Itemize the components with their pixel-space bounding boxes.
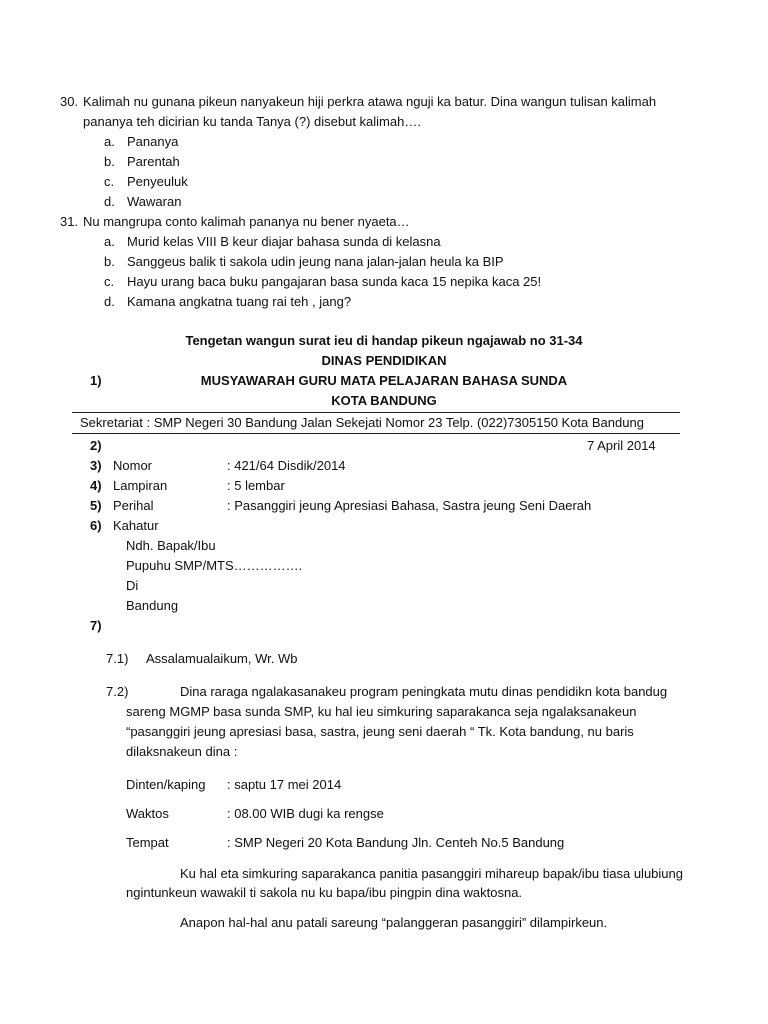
option-letter: c.	[104, 274, 115, 289]
schedule-value-date: : saptu 17 mei 2014	[227, 777, 342, 792]
closing-line: Ku hal eta simkuring saparakanca panitia pasanggiri mihareup bapak/ibu tiasa ulubiung	[180, 866, 683, 881]
field-marker: 3)	[90, 458, 102, 473]
addressee-marker: 6)	[90, 518, 102, 533]
letterhead-rule-top	[72, 412, 680, 413]
schedule-label-time: Waktos	[126, 806, 169, 821]
addressee-line: Bandung	[126, 598, 179, 613]
option-text: Wawaran	[127, 194, 182, 209]
schedule-value-time: : 08.00 WIB dugi ka rengse	[227, 806, 384, 821]
paragraph-line: sareng MGMP basa sunda SMP, ku hal ieu simkuring saparakanca seja ngalaksanakeun	[126, 704, 637, 719]
letter-instruction: Tengetan wangun surat ieu di handap pikeun ngajawab no 31-34	[185, 333, 583, 348]
question-30-number: 30.	[60, 94, 79, 109]
paragraph-line: Dina raraga ngalakasanakeu program peningkata mutu dinas pendidikn kota bandug	[180, 684, 668, 699]
secretariat-line: Sekretariat : SMP Negeri 30 Bandung Jalan Sekejati Nomor 23 Telp. (022)7305150 Kota Bandung	[80, 415, 644, 430]
question-31-number: 31.	[60, 214, 79, 229]
option-text: Pananya	[127, 134, 179, 149]
paragraph-line: dilaksnakeun dina :	[126, 744, 238, 759]
letterhead-line2: MUSYAWARAH GURU MATA PELAJARAN BAHASA SUNDA	[200, 373, 568, 388]
field-label-perihal: Perihal	[113, 498, 154, 513]
option-text: Hayu urang baca buku pangajaran basa sunda kaca 15 nepika kaca 25!	[127, 274, 542, 289]
greeting-marker: 7.1)	[106, 651, 129, 666]
greeting-text: Assalamualaikum, Wr. Wb	[146, 651, 298, 666]
question-30-text-line2: pananya teh dicirian ku tanda Tanya (?) disebut kalimah….	[83, 114, 421, 129]
option-letter: d.	[104, 294, 115, 309]
letterhead-rule-bottom	[72, 433, 680, 434]
addressee-line: Di	[126, 578, 139, 593]
schedule-label-place: Tempat	[126, 835, 169, 850]
field-label-lampiran: Lampiran	[113, 478, 168, 493]
option-letter: b.	[104, 154, 115, 169]
option-letter: d.	[104, 194, 115, 209]
field-value-perihal: : Pasanggiri jeung Apresiasi Bahasa, Sastra jeung Seni Daerah	[227, 498, 592, 513]
option-text: Sanggeus balik ti sakola udin jeung nana jalan-jalan heula ka BIP	[127, 254, 504, 269]
field-marker: 4)	[90, 478, 102, 493]
addressee-line: Pupuhu SMP/MTS…………….	[126, 558, 303, 573]
option-letter: b.	[104, 254, 115, 269]
date-marker: 2)	[90, 438, 102, 453]
schedule-label-date: Dinten/kaping	[126, 777, 206, 792]
closing-line: ngintunkeun wawakil ti sakola nu ku bapa/ibu pingpin dina waktosna.	[126, 885, 523, 900]
option-text: Penyeuluk	[127, 174, 188, 189]
question-30-text-line1: Kalimah nu gunana pikeun nanyakeun hiji perkra atawa nguji ka batur. Dina wangun tulisan kalimah	[83, 94, 657, 109]
body-marker: 7)	[90, 618, 102, 633]
option-letter: a.	[104, 134, 115, 149]
field-label-nomor: Nomor	[113, 458, 153, 473]
addressee-label: Kahatur	[113, 518, 159, 533]
letter-date: 7 April 2014	[587, 438, 656, 453]
paragraph-marker: 7.2)	[106, 684, 129, 699]
letterhead-line3: KOTA BANDUNG	[331, 393, 437, 408]
field-value-nomor: : 421/64 Disdik/2014	[227, 458, 346, 473]
letterhead-line1: DINAS PENDIDIKAN	[321, 353, 447, 368]
option-text: Parentah	[127, 154, 180, 169]
schedule-value-place: : SMP Negeri 20 Kota Bandung Jln. Centeh No.5 Bandung	[227, 835, 565, 850]
question-31-text: Nu mangrupa conto kalimah pananya nu bener nyaeta…	[83, 214, 410, 229]
paragraph-line: “pasanggiri jeung apresiasi basa, sastra, jeung seni daerah “ Tk. Kota bandung, nu baris	[126, 724, 634, 739]
field-value-lampiran: : 5 lembar	[227, 478, 285, 493]
field-marker: 5)	[90, 498, 102, 513]
option-letter: c.	[104, 174, 115, 189]
option-letter: a.	[104, 234, 115, 249]
option-text: Murid kelas VIII B keur diajar bahasa sunda di kelasna	[127, 234, 441, 249]
letterhead-marker: 1)	[90, 373, 102, 388]
addressee-line: Ndh. Bapak/Ibu	[126, 538, 216, 553]
option-text: Kamana angkatna tuang rai teh , jang?	[127, 294, 352, 309]
closing-note: Anapon hal-hal anu patali sareung “palanggeran pasanggiri” dilampirkeun.	[180, 915, 608, 930]
